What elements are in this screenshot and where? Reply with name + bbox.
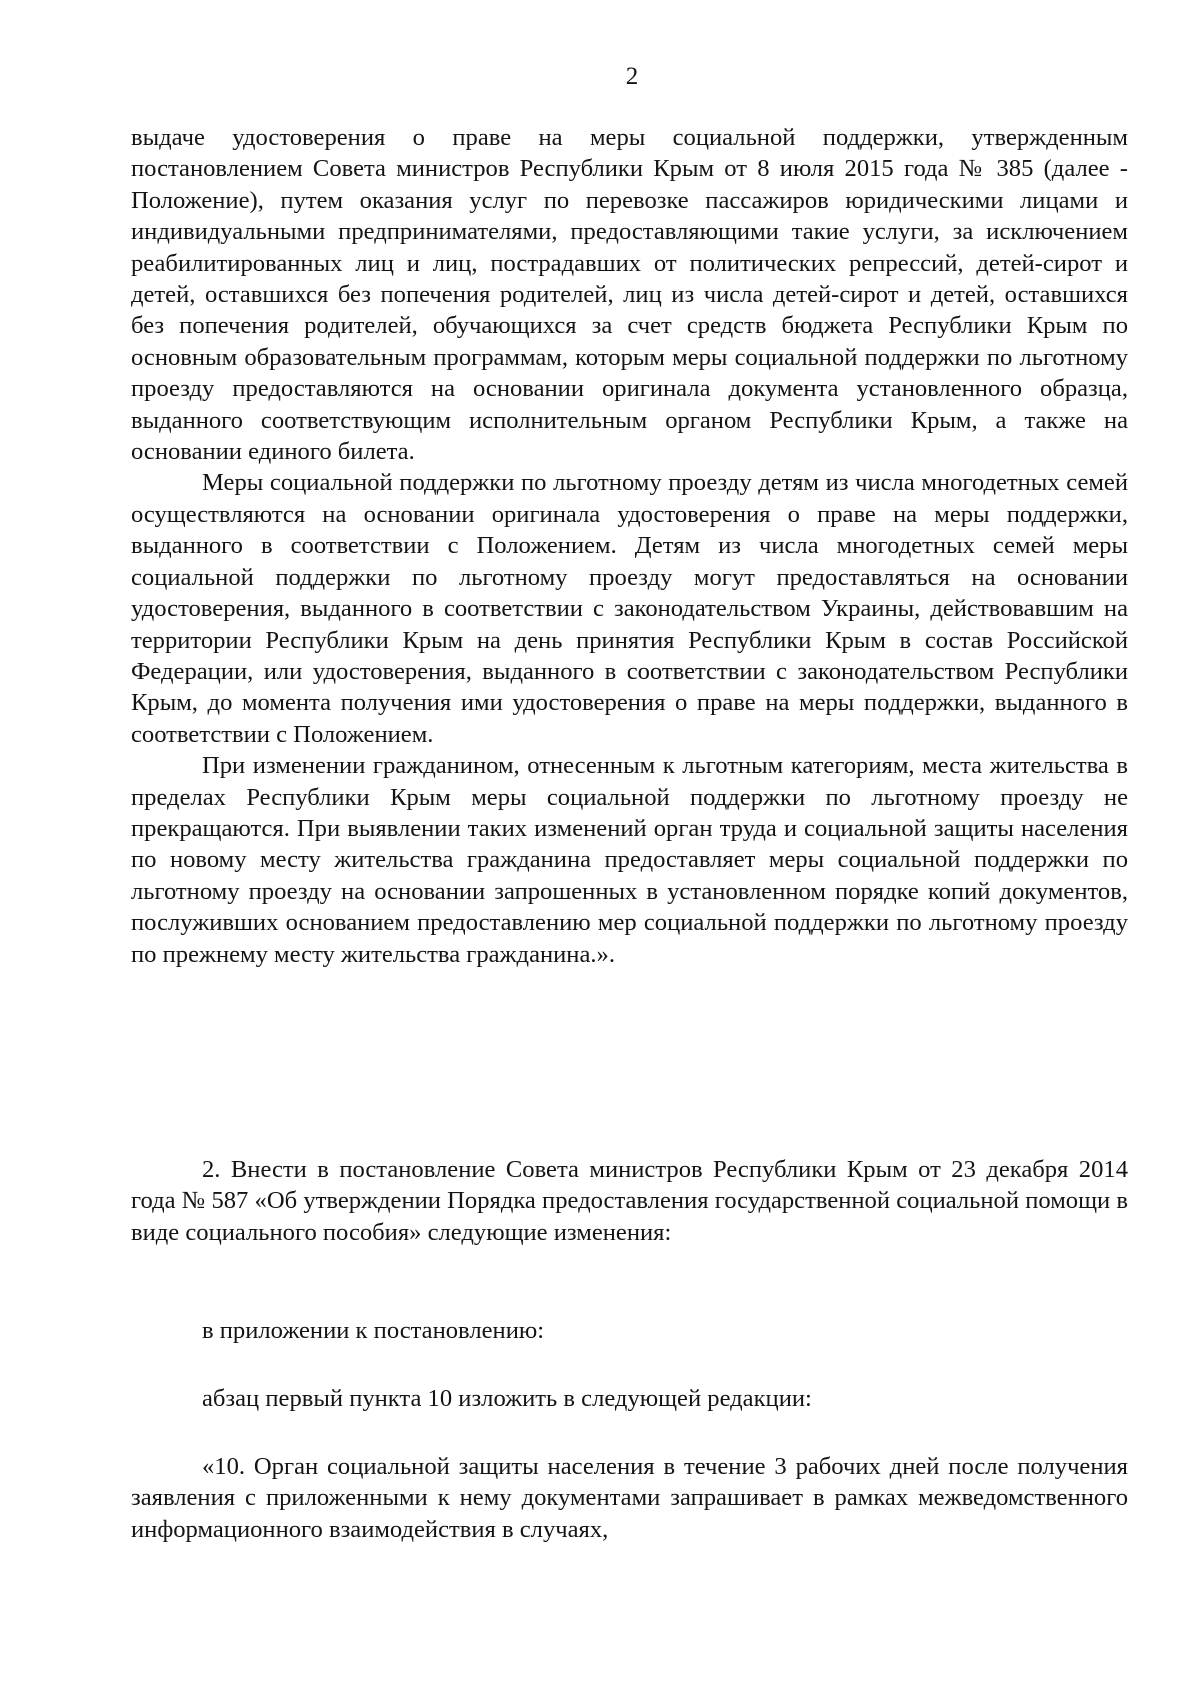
- item-10-block: [131, 1451, 1128, 1545]
- continued-text-block: [131, 122, 1128, 970]
- paragraph-10-intro-block: [131, 1383, 1128, 1414]
- item-2-block: [131, 1154, 1128, 1248]
- paragraph-appendix: в приложении к постановлению:: [202, 1317, 545, 1344]
- paragraph-item-10-intro: абзац первый пункта 10 изложить в следующей редакции:: [202, 1385, 812, 1412]
- paragraph-continuation: выдаче удостоверения о праве на меры социальной поддержки, утвержденным постановлением Совета министров Республики Крым от 8 июля 2015 года № 385 (далее - Положение), путем оказания услуг по перевозке пассажиров юридическими лицами и индивидуальными предпринимателями, предоставляющими такие услуги, за исключением реабилитированных лиц и лиц, пострадавших от политических репрессий, детей-сирот и детей, оставшихся без попечения родителей, лиц из числа детей-сирот и детей, оставшихся без попечения родителей, обучающихся за счет средств бюджета Республики Крым по основным образовательным программам, которым меры социальной поддержки по льготному проезду предоставляются на основании оригинала документа установленного образца, выданного соответствующим исполнительным органом Республики Крым, а также на основании единого билета.: [131, 124, 1128, 466]
- paragraph-item-10: «10. Орган социальной защиты населения в течение 3 рабочих дней после получения заявления с приложенными к нему документами запрашивает в рамках межведомственного информационного взаимодействия в случаях,: [131, 1453, 1128, 1543]
- appendix-block: [131, 1315, 1128, 1346]
- paragraph-large-families: Меры социальной поддержки по льготному проезду детям из числа многодетных семей осуществляются на основании оригинала удостоверения о праве на меры поддержки, выданного в соответствии с Положением. Детям из числа многодетных семей меры социальной поддержки по льготному проезду могут предоставляться на основании удостоверения, выданного в соответствии с законодательством Украины, действовавшим на территории Республики Крым на день принятия Республики Крым в состав Российской Федерации, или удостоверения, выданного в соответствии с законодательством Республики Крым, до момента получения ими удостоверения о праве на меры поддержки, выданного в соответствии с Положением.: [131, 469, 1128, 748]
- page-number: 2: [625, 63, 639, 90]
- paragraph-change-of-residence: При изменении гражданином, отнесенным к льготным категориям, места жительства в пределах Республики Крым меры социальной поддержки по льготному проезду не прекращаются. При выявлении таких изменений орган труда и социальной защиты населения по новому месту жительства гражданина предоставляет меры социальной поддержки по льготному проезду на основании запрошенных в установленном порядке копий документов, послуживших основанием предоставлению мер социальной поддержки по льготному проезду по прежнему месту жительства гражданина.».: [131, 752, 1128, 968]
- paragraph-item-2: 2. Внести в постановление Совета министров Республики Крым от 23 декабря 2014 года № 587 «Об утверждении Порядка предоставления государственной социальной помощи в виде социального пособия» следующие изменения:: [131, 1156, 1128, 1246]
